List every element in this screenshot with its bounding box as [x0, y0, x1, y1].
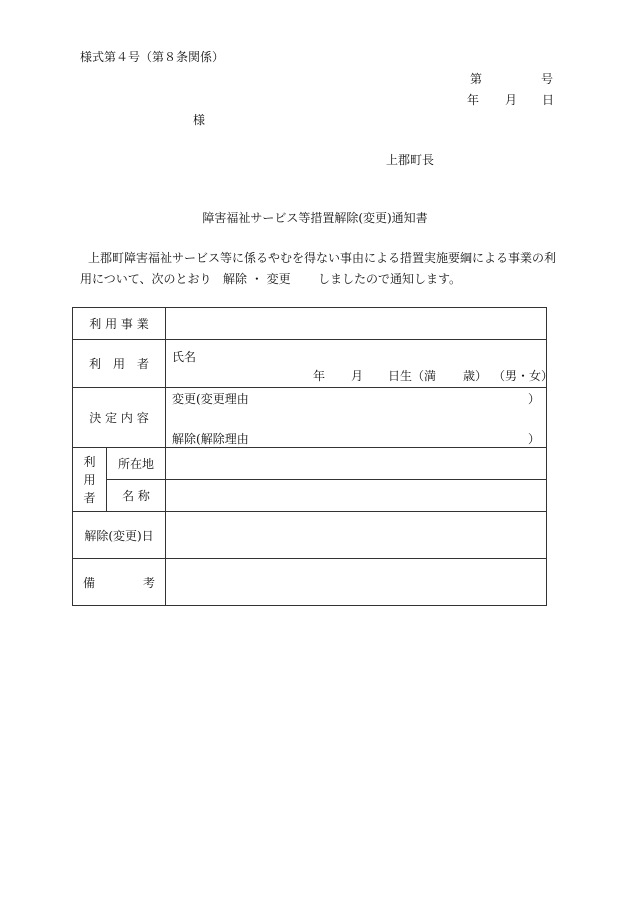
row-decision — [73, 388, 547, 448]
document-number-prefix: 第 — [470, 72, 483, 86]
service-value — [166, 308, 547, 340]
user-label: 利 用 者 — [73, 340, 166, 388]
facility-group-char-3: 者 — [83, 490, 96, 505]
release-date-label: 解除(変更)日 — [73, 512, 166, 559]
remarks-label — [73, 559, 166, 606]
facility-name-label: 名 称 — [107, 480, 166, 512]
date-day: 日 — [542, 93, 555, 107]
age-suffix: 歳） — [463, 369, 488, 383]
facility-group-label — [73, 448, 107, 512]
location-value — [166, 448, 547, 480]
release-reason-label: 解除(解除理由 — [172, 432, 249, 446]
notice-form-table — [72, 307, 554, 606]
remarks-label-part-2: 考 — [143, 575, 156, 590]
row-release-date — [73, 512, 547, 559]
birth-year-label: 年 — [313, 369, 326, 383]
body-line-2-start: 用について、次のとおり — [80, 272, 212, 286]
name-label: 氏名 — [172, 350, 197, 364]
body-line-2-options: 解除 ・ 変更 — [223, 272, 291, 286]
row-facility-name — [73, 480, 547, 512]
decision-value — [166, 388, 547, 448]
form-id: 様式第４号（第８条関係） — [80, 50, 225, 64]
service-label: 利 用 事 業 — [73, 308, 166, 340]
remarks-label-part-1: 備 — [83, 575, 96, 590]
change-reason-label: 変更(変更理由 — [172, 392, 249, 406]
birth-day-label: 日生（満 — [388, 369, 437, 383]
row-remarks — [73, 559, 547, 606]
row-facility-location — [73, 448, 547, 480]
date-month: 月 — [505, 93, 518, 107]
birth-month-label: 月 — [351, 369, 364, 383]
addressee-suffix: 様 — [193, 113, 206, 127]
gender-label: （男・女） — [493, 369, 554, 383]
change-reason-close: ） — [528, 392, 541, 406]
location-label: 所在地 — [107, 448, 166, 480]
remarks-value — [166, 559, 547, 606]
decision-label: 決 定 内 容 — [73, 388, 166, 448]
release-reason-close: ） — [528, 432, 541, 446]
document-number-suffix: 号 — [541, 72, 554, 86]
document-title: 障害福祉サービス等措置解除(変更)通知書 — [202, 211, 428, 225]
facility-group-char-1: 利 — [83, 454, 96, 469]
release-date-value — [166, 512, 547, 559]
body-line-1: 上郡町障害福祉サービス等に係るやむを得ない事由による措置実施要綱による事業の利 — [88, 251, 557, 265]
user-value — [166, 340, 554, 388]
body-line-2-end: しましたので通知します。 — [318, 272, 462, 286]
date-year: 年 — [467, 93, 480, 107]
row-service — [73, 308, 547, 340]
facility-name-value — [166, 480, 547, 512]
facility-group-char-2: 用 — [83, 472, 96, 487]
row-user — [73, 340, 547, 388]
sender: 上郡町長 — [386, 153, 435, 167]
